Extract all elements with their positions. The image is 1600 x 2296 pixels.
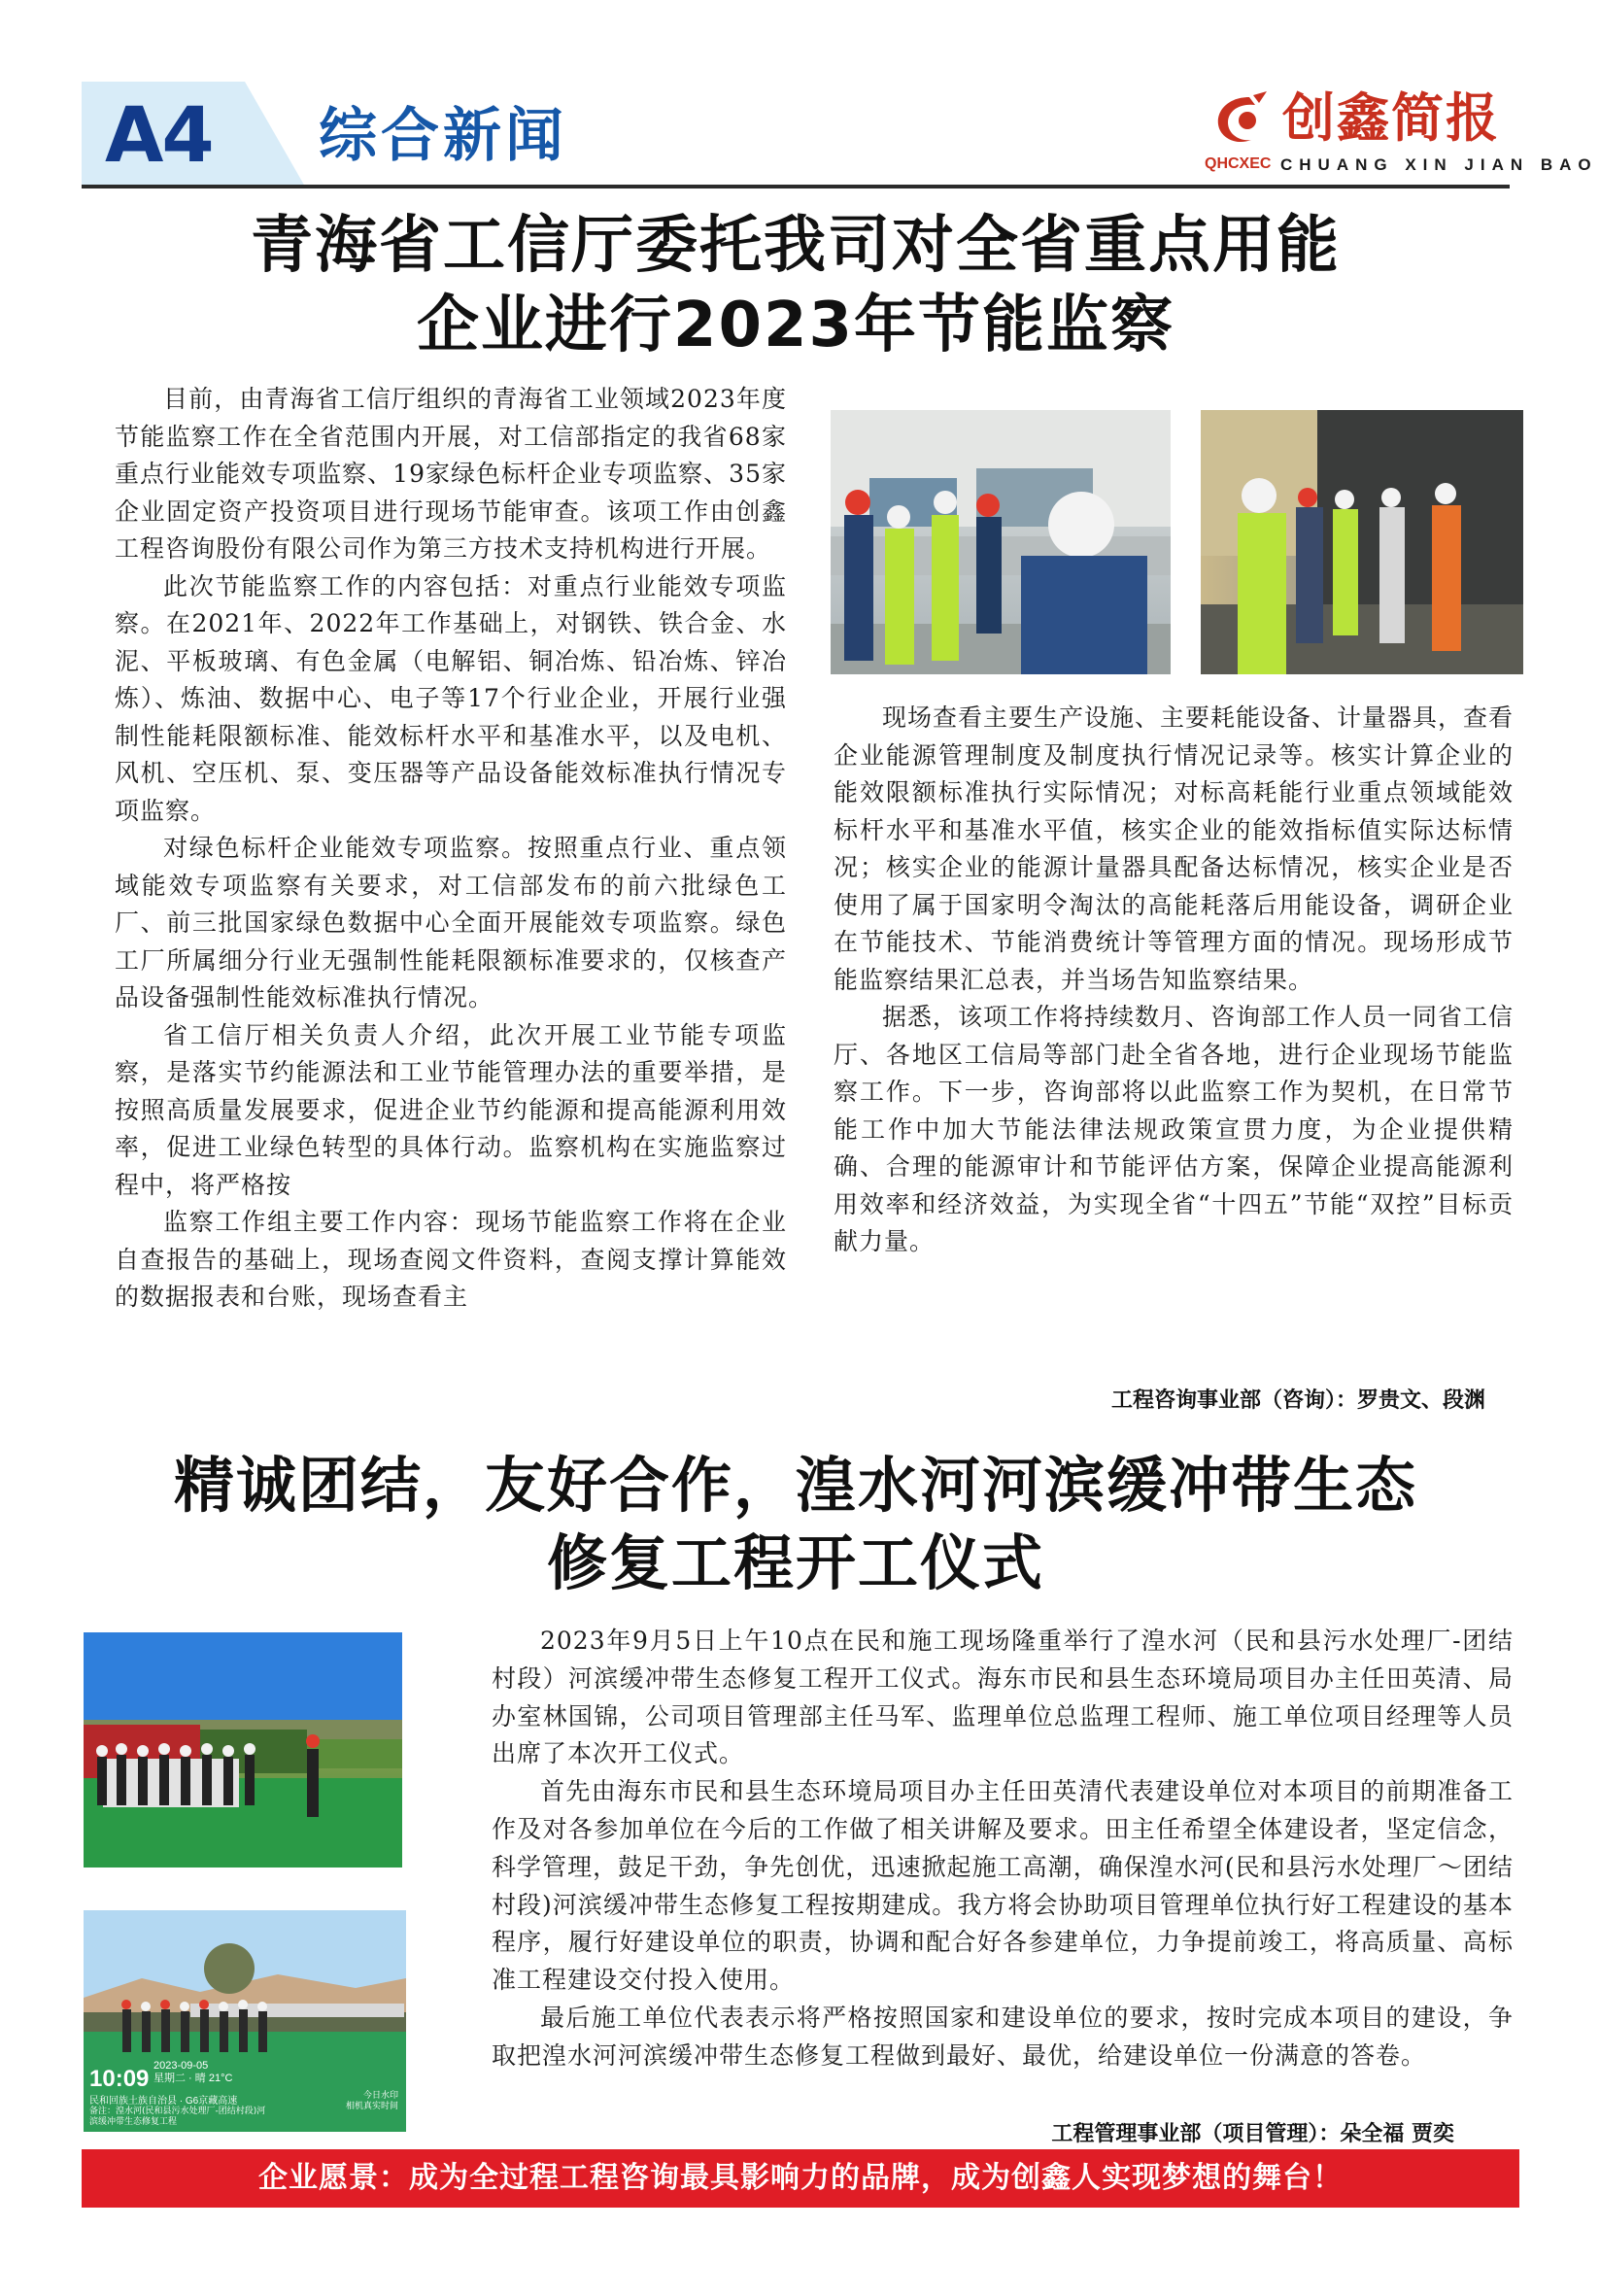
page-number: A4 xyxy=(105,92,213,180)
photo-watermark-app-line: 今日水印 xyxy=(362,2091,398,2101)
brand-short: QHCXEC xyxy=(1205,155,1272,172)
photo-timestamp-note xyxy=(89,2107,284,2128)
section-title: 综合新闻 xyxy=(319,102,567,170)
article2-byline: 工程管理事业部（项目管理）：朵全福 贾奕 xyxy=(1051,2122,1454,2146)
article1-right-column xyxy=(834,700,1514,1261)
paragraph: 监察工作组主要工作内容：现场节能监察工作将在企业自查报告的基础上，现场查阅文件资料，查阅支撑计算能效的数据报表和台账，现场查看主 xyxy=(115,1208,787,1311)
paragraph: 最后施工单位代表表示将严格按照国家和建设单位的要求，按时完成本项目的建设，争取把湟水河河滨缓冲带生态修复工程做到最好、最优，给建设单位一份满意的答卷。 xyxy=(492,2003,1514,2070)
paragraph: 据悉，该项工作将持续数月、咨询部工作人员一同省工信厅、各地区工信局等部门赴全省各地，进行企业现场节能监察工作。下一步，咨询部将以此监察工作为契机，在日常节能工作中加大节能法律法规政策宣贯力度，为企业提供精确、合理的能源审计和节能评估方案，保障企业提高能源利用效率和经济效益，为实现全省“十四五”节能“双控”目标贡献力量。 xyxy=(834,1003,1515,1255)
photo-timestamp-date-line: 2023-09-05 xyxy=(153,2060,209,2072)
ceremony-photo-1 xyxy=(84,1632,402,1868)
footer-slogan: 企业愿景：成为全过程工程咨询最具影响力的品牌，成为创鑫人实现梦想的舞台！ xyxy=(258,2161,1343,2195)
brand-english: CHUANG XIN JIAN BAO xyxy=(1280,155,1598,174)
paragraph: 此次节能监察工作的内容包括：对重点行业能效专项监察。在2021年、2022年工作基础上，对钢铁、铁合金、水泥、平板玻璃、有色金属（电解铝、铜冶炼、铅冶炼、锌冶炼）、炼油、数据中心、电子等17个行业企业，开展行业强制性能耗限额标准、能效标杆水平和基准水平，以及电机、风机、空压机、泵、变压器等产品设备能效标准执行情况专项监察。 xyxy=(115,571,787,825)
article1-title-line2: 企业进行2023年节能监察 xyxy=(416,290,1175,361)
article1-left-column xyxy=(115,381,787,1317)
paragraph: 省工信厅相关负责人介绍，此次开展工业节能专项监察，是落实节约能源法和工业节能管理办法的重要举措，是按照高质量发展要求，促进企业节约能源和提高能源利用效率，促进工业绿色转型的具体行动。监察机构在实施监察过程中，将严格按 xyxy=(115,1020,787,1199)
article2-body xyxy=(492,1623,1514,2075)
paragraph: 2023年9月5日上午10点在民和施工现场隆重举行了湟水河（民和县污水处理厂-团结村段）河滨缓冲带生态修复工程开工仪式。海东市民和县生态环境局项目办主任田英清、局办室林国锦，公司项目管理部主任马军、监理单位总监理工程师、施工单位项目经理等人员出席了本次开工仪式。 xyxy=(492,1627,1514,1768)
article2-title-line1: 精诚团结，友好合作，湟水河河滨缓冲带生态 xyxy=(173,1450,1417,1521)
photo-timestamp-note-line: 滨缓冲带生态修复工程 xyxy=(89,2117,178,2127)
article2-title-line2: 修复工程开工仪式 xyxy=(546,1527,1044,1598)
paragraph: 首先由海东市民和县生态环境局项目办主任田英清代表建设单位对本项目的前期准备工作及对各参加单位在今后的工作做了相关讲解及要求。田主任希望全体建设者，坚定信念，科学管理，鼓足干劲，争先创优，迅速掀起施工高潮，确保湟水河(民和县污水处理厂～团结村段)河滨缓冲带生态修复工程按期建成。我方将会协助项目管理单位执行好工程建设的基本程序，履行好建设单位的职责，协调和配合好各参建单位，力争提前竣工，将高质量、高标准工程建设交付投入使用。 xyxy=(492,1777,1514,1995)
photo-timestamp-weather: 星期二 · 晴 21°C xyxy=(153,2073,233,2084)
photo-timestamp-location: 民和回族土族自治县 · G6京藏高速 xyxy=(89,2096,238,2107)
ceremony-photo-2 xyxy=(84,1910,406,2132)
paragraph: 对绿色标杆企业能效专项监察。按照重点行业、重点领域能效专项监察有关要求，对工信部发布的前六批绿色工厂、前三批国家绿色数据中心全面开展能效专项监察。绿色工厂所属细分行业无强制性能耗限额标准要求的，仅核查产品设备强制性能效标准执行情况。 xyxy=(115,834,787,1011)
photo-timestamp-time: 10:09 xyxy=(89,2066,150,2092)
inspection-photo-1 xyxy=(831,410,1171,674)
photo-timestamp-note-line: 备注：湟水河(民和县污水处理厂-团结村段)河 xyxy=(89,2107,266,2116)
photo-watermark-app-line: 相机真实时间 xyxy=(345,2102,398,2111)
paragraph: 现场查看主要生产设施、主要耗能设备、计量器具，查看企业能源管理制度及制度执行情况记录等。核实计算企业的能效限额标准执行实际情况；对标高耗能行业重点领域能效标杆水平和基准水平值，核实企业的能效指标值实际达标情况；核实企业的能源计量器具配备达标情况，核实企业是否使用了属于国家明令淘汰的高能耗落后用能设备，调研企业在节能技术、节能消费统计等管理方面的情况。现场形成节能监察结果汇总表，并当场告知监察结果。 xyxy=(834,703,1515,994)
article1-byline: 工程咨询事业部（咨询）：罗贵文、段渊 xyxy=(1110,1388,1485,1413)
brand-name: 创鑫简报 xyxy=(1282,86,1500,149)
photo-watermark-app xyxy=(346,2091,398,2112)
paragraph: 目前，由青海省工信厅组织的青海省工业领域2023年度节能监察工作在全省范围内开展，对工信部指定的我省68家重点行业能效专项监察、19家绿色标杆企业专项监察、35家企业固定资产投资项目进行现场节能审查。该项工作由创鑫工程咨询股份有限公司作为第三方技术支持机构进行开展。 xyxy=(115,385,787,563)
header-rule xyxy=(82,185,1510,188)
brand-logo-icon xyxy=(1210,91,1275,150)
article1-title-line1: 青海省工信厅委托我司对全省重点用能 xyxy=(251,210,1341,282)
photo-timestamp-date xyxy=(153,2060,232,2085)
inspection-photo-2 xyxy=(1201,410,1523,674)
